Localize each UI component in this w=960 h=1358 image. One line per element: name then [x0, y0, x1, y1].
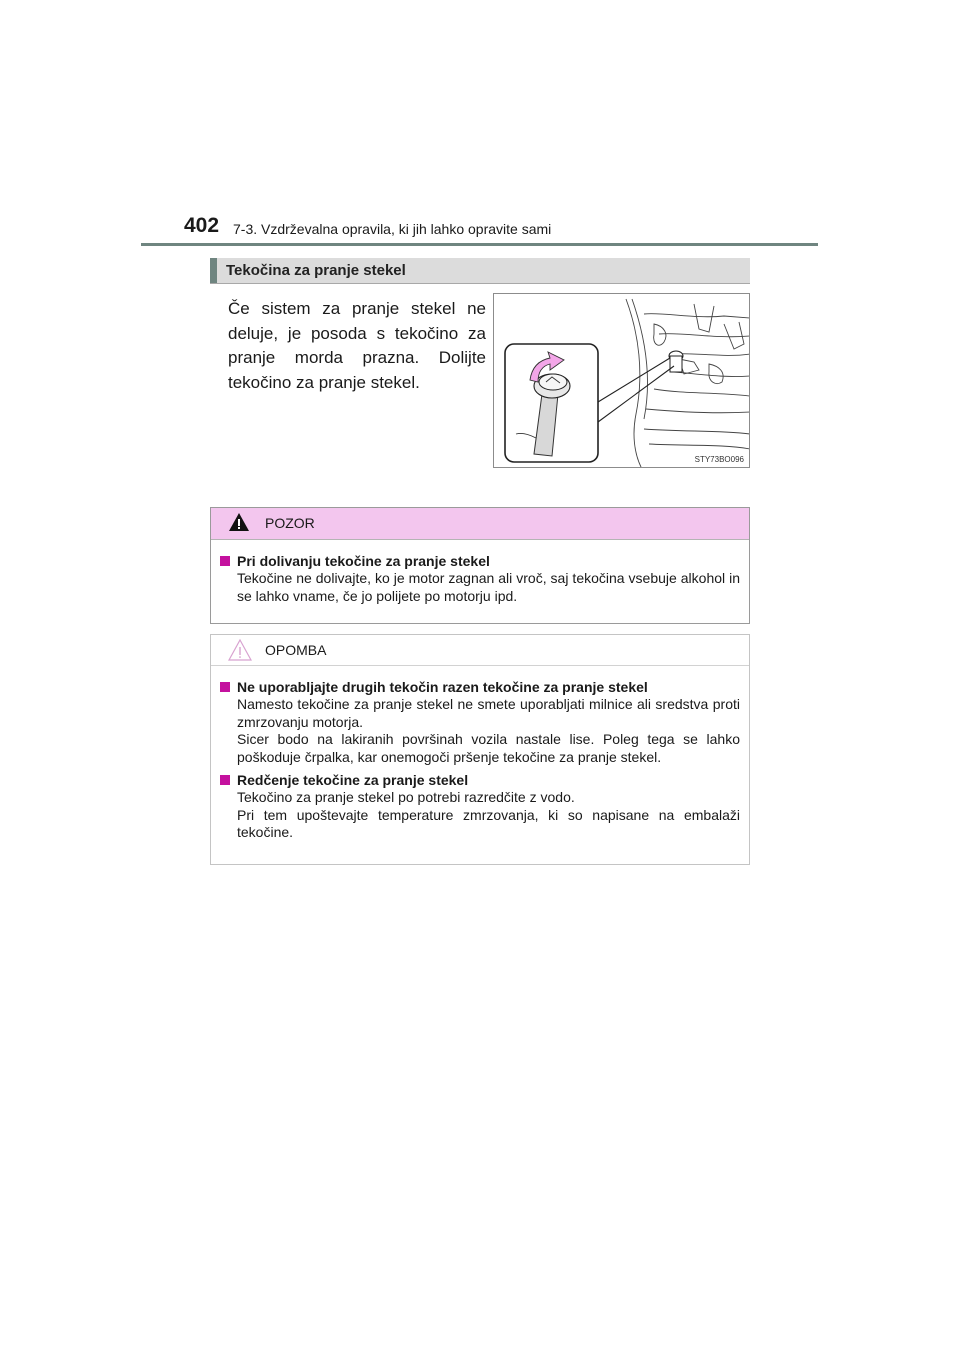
notice-item-title [220, 771, 740, 789]
section-body-text: Če sistem za pranje stekel ne deluje, je posoda s tekočino za pranje morda prazna. Dolijte tekočino za pranje stekel. [228, 299, 486, 392]
notice-item [220, 771, 740, 842]
notice-item-title-text: Ne uporabljajte drugih tekočin razen tekočine za pranje stekel [237, 679, 648, 695]
notice-item-paragraph: Namesto tekočine za pranje stekel ne smete uporabljati milnice ali sredstva proti zmrzovanju motorja. [237, 696, 740, 730]
warning-box [210, 507, 750, 624]
section-title: Tekočina za pranje stekel [226, 262, 406, 279]
header-rule [141, 243, 818, 246]
washer-reservoir-illustration [494, 294, 750, 468]
warning-label: POZOR [265, 515, 315, 531]
warning-item-paragraph: Tekočine ne dolivajte, ko je motor zagnan ali vroč, saj tekočina vsebuje alkohol in se lahko vname, če jo polijete po motorju ipd. [237, 570, 740, 604]
warning-item-title [220, 552, 740, 570]
notice-item-body [220, 696, 740, 766]
notice-item-body [220, 789, 740, 842]
section-header-accent [210, 258, 217, 283]
notice-item-title-text: Redčenje tekočine za pranje stekel [237, 772, 469, 788]
warning-item-title-text: Pri dolivanju tekočine za pranje stekel [237, 553, 490, 569]
notice-item-paragraph: Tekočino za pranje stekel po potrebi razredčite z vodo. [237, 789, 575, 805]
bullet-square-icon [220, 556, 230, 566]
warning-triangle-icon [228, 511, 250, 533]
notice-item-paragraph: Sicer bodo na lakiranih površinah vozila nastale lise. Poleg tega se lahko poškoduje črpalka, kar onemogoči pršenje tekočine za pranje stekel. [237, 731, 740, 765]
caution-outline-triangle-icon [228, 638, 252, 662]
notice-header [211, 635, 749, 666]
warning-header [211, 508, 749, 540]
section-header [210, 258, 750, 284]
page-number: 402 [184, 214, 220, 237]
warning-item [220, 552, 740, 605]
washer-reservoir-figure [493, 293, 750, 468]
running-title: 7-3. Vzdrževalna opravila, ki jih lahko opravite sami [233, 221, 552, 237]
notice-item-title [220, 678, 740, 696]
bullet-square-icon [220, 682, 230, 692]
notice-item-paragraph: Pri tem upoštevajte temperature zmrzovanja, ki so napisane na embalaži tekočine. [237, 806, 740, 840]
bullet-square-icon [220, 775, 230, 785]
figure-code: STY73BO096 [694, 455, 744, 464]
notice-item [220, 678, 740, 766]
notice-box [210, 634, 750, 865]
notice-label: OPOMBA [265, 642, 327, 658]
warning-item-body [220, 570, 740, 605]
